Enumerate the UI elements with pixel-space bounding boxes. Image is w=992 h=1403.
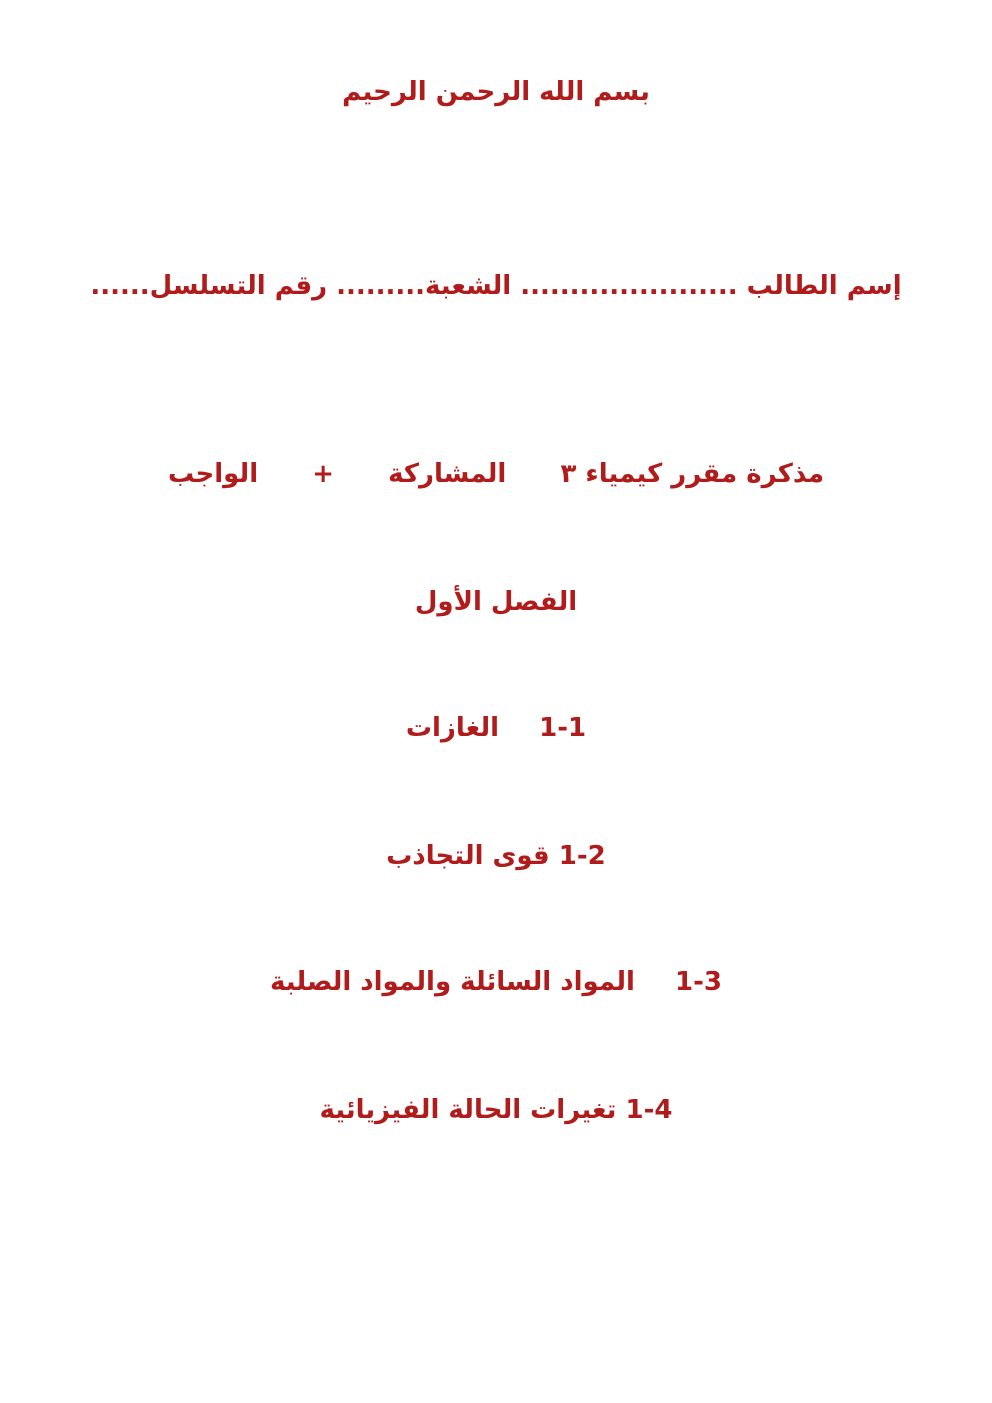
student-info-line: [0, 266, 992, 306]
lesson-title: تغيرات الحالة الفيزيائية: [319, 1095, 617, 1125]
lesson-item: [0, 708, 992, 748]
serial-number-field: رقم التسلسل......: [90, 271, 328, 301]
homework-label: الواجب: [167, 459, 259, 489]
lesson-number: 1-3: [675, 967, 723, 997]
memo-title-line: [0, 454, 992, 494]
basmala-heading: [0, 72, 992, 112]
participation-label: المشاركة: [388, 459, 507, 489]
plus-sign: +: [312, 459, 335, 489]
student-name-field: إسم الطالب ......................: [520, 271, 902, 301]
basmala-text: بسم الله الرحمن الرحيم: [342, 77, 650, 107]
lesson-title: الغازات: [405, 713, 499, 743]
lesson-title: قوى التجاذب: [386, 841, 550, 871]
memo-title: مذكرة مقرر كيمياء ٣: [560, 459, 825, 489]
lesson-item: [0, 836, 992, 876]
lesson-number: 1-1: [539, 713, 587, 743]
lesson-item: [0, 962, 992, 1002]
chapter-title-text: الفصل الأول: [414, 587, 578, 617]
lesson-number: 1-4: [625, 1095, 673, 1125]
lesson-title: المواد السائلة والمواد الصلبة: [269, 967, 635, 997]
lesson-item: [0, 1090, 992, 1130]
lesson-number: 1-2: [558, 841, 606, 871]
chapter-title: [0, 582, 992, 622]
section-field: الشعبة.........: [336, 271, 512, 301]
